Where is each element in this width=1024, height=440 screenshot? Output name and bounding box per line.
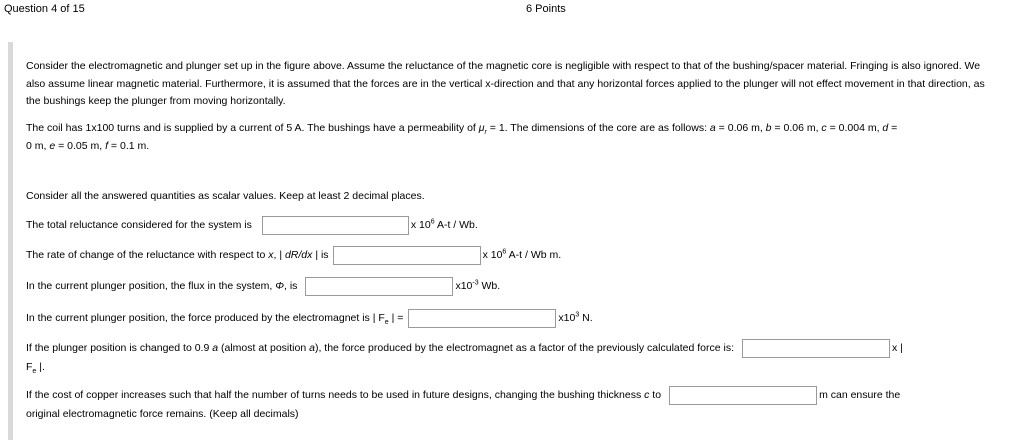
bushing-thickness-input[interactable] xyxy=(669,386,817,405)
question-header xyxy=(0,0,1024,22)
q5-continuation: $F_e$ |. xyxy=(26,361,45,376)
total-reluctance-input[interactable] xyxy=(262,216,409,235)
q5-label: If the plunger position is changed to 0.9 a (almost at position a), the force produced by the electromagnet as a factor of the previously calculated force is: xyxy=(26,342,735,354)
q2-label: The rate of change of the reluctance with respect to x, | dR/dx | is xyxy=(26,249,329,261)
q6-unit: m can ensure the xyxy=(819,389,901,401)
force-factor-input[interactable] xyxy=(742,339,890,358)
q4-label: In the current plunger position, the force produced by the electromagnet is | $F_e$ | = xyxy=(26,312,404,327)
q3-label: In the current plunger position, the flux in the system, Φ, is xyxy=(26,280,298,292)
instructions-text: Consider all the answered quantities as scalar values. Keep at least 2 decimal places. xyxy=(26,190,425,202)
question-reluctance-rate xyxy=(26,244,561,266)
flux-input[interactable] xyxy=(305,277,453,296)
q6-label: If the cost of copper increases such that half the number of turns needs to be used in future designs, changing the bushing thickness c to xyxy=(26,389,662,401)
question-force xyxy=(26,307,593,329)
q6-continuation: original electromagnetic force remains. (Keep all decimals) xyxy=(26,408,299,420)
q2-unit: x $10^6$ A-t / Wb m. xyxy=(482,248,562,261)
intro-paragraph-1: Consider the electromagnetic and plunger set up in the figure above. Assume the reluctance of the magnetic core is negligible with respect to that of the bushing/spacer material. Fringing is also ignored. We also assume linear magnetic material. Furthermore, it is assumed that the forces are in the vertical x-direction and that any horizontal forces applied to the plunger will not effect movement in that direction, as the bushings keep the plunger from moving horizontally. xyxy=(26,60,985,107)
q1-label: The total reluctance considered for the system is xyxy=(26,219,252,231)
force-input[interactable] xyxy=(408,309,556,328)
q5-unit: x | xyxy=(892,342,903,354)
question-total-reluctance xyxy=(26,214,478,236)
q1-unit: x $10^6$ A-t / Wb. xyxy=(410,218,478,231)
question-flux xyxy=(26,275,500,297)
left-accent-bar xyxy=(8,42,13,440)
question-force-factor xyxy=(26,337,903,359)
points-value: 6 Points xyxy=(526,3,566,15)
q3-unit: $x10^{-3}$ Wb. xyxy=(455,279,501,292)
question-number: Question 4 of 15 xyxy=(4,3,85,15)
intro-paragraph-2: The coil has 1x100 turns and is supplied by a current of 5 A. The bushings have a permeability of $\mu_r = 1$. The dimensions of the core are as follows: a = 0.06 m, b = 0.06 m, c = 0.004 m, d = 0 m, e = 0.05 m, f = 0.1 m. xyxy=(26,122,898,152)
q4-unit: $x10^3$ N. xyxy=(558,311,593,324)
reluctance-rate-input[interactable] xyxy=(333,246,481,265)
